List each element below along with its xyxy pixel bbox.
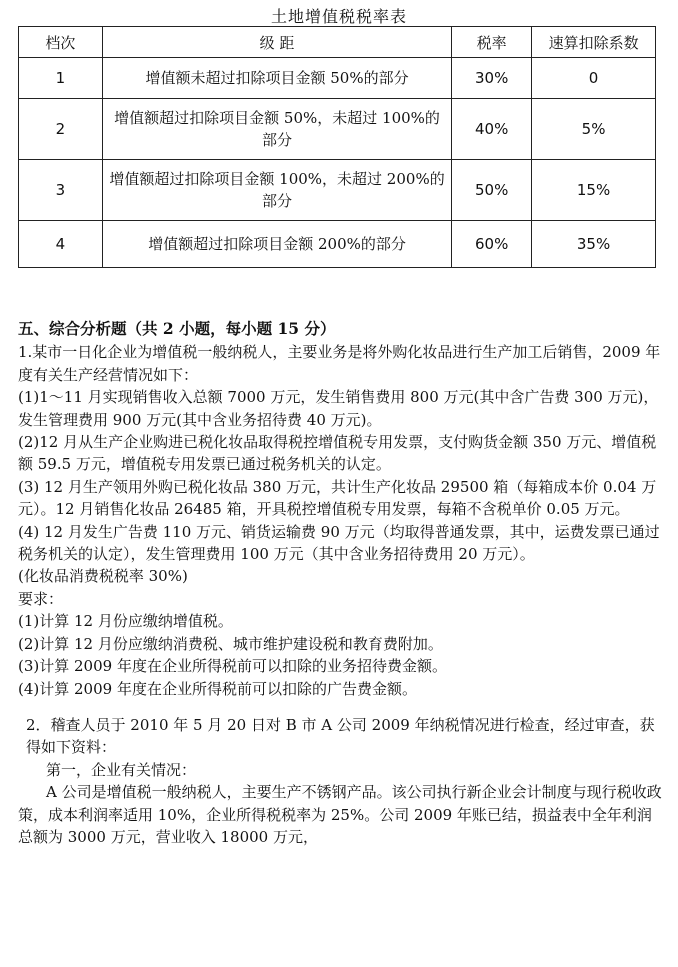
cell-range: 增值额超过扣除项目金额 100%，未超过 200%的部分 (102, 160, 451, 221)
cell-deduction: 5% (532, 99, 656, 160)
q1-intro: 1.某市一日化企业为增值税一般纳税人，主要业务是将外购化妆品进行生产加工后销售，2009 年度有关生产经营情况如下： (18, 343, 661, 384)
cell-range: 增值额未超过扣除项目金额 50%的部分 (102, 58, 451, 99)
cell-grade: 4 (19, 221, 103, 268)
requirement-item: (3)计算 2009 年度在企业所得税前可以扣除的业务招待费金额。 (18, 657, 447, 676)
q1-item: (3) 12 月生产领用外购已税化妆品 380 万元，共计生产化妆品 29500 箱（每箱成本价 0.04 万元）。12 月销售化妆品 26485 箱，开具税控增值税专用发票，每箱不含税单价 0.05 万元。 (18, 477, 657, 519)
cell-deduction: 35% (532, 221, 656, 268)
table-header-row (19, 27, 656, 58)
q1-item: (4) 12 月发生广告费 110 万元、销货运输费 90 万元（均取得普通发票，其中，运费发票已通过税务机关的认定），发生管理费用 100 万元（其中含业务招待费用 20 万元）。 (18, 522, 660, 564)
cell-grade: 1 (19, 58, 103, 99)
requirement-label: 要求： (18, 589, 64, 608)
table-row (19, 99, 656, 160)
cell-rate: 50% (452, 160, 532, 221)
table-row (19, 160, 656, 221)
q1-item: (2)12 月从生产企业购进已税化妆品取得税控增值税专用发票，支付购货金额 350 万元、增值税额 59.5 万元，增值税专用发票已通过税务机关的认定。 (18, 433, 657, 474)
table-row (19, 221, 656, 268)
paragraph-gap (18, 700, 664, 714)
cell-deduction: 15% (532, 160, 656, 221)
table-title: 土地增值税税率表 (270, 7, 407, 26)
header-deduction: 速算扣除系数 (532, 27, 656, 58)
cell-deduction: 0 (532, 58, 656, 99)
table-row (19, 58, 656, 99)
cell-range: 增值额超过扣除项目金额 200%的部分 (102, 221, 451, 268)
cell-range: 增值额超过扣除项目金额 50%，未超过 100%的部分 (102, 99, 451, 160)
q2-description: A 公司是增值税一般纳税人，主要生产不锈钢产品。该公司执行新企业会计制度与现行税收政策，成本利润率适用 10%，企业所得税税率为 25%。公司 2009 年账已结，损益表中全年利润总额为 3000 万元，营业收入 18000 万元， (18, 783, 662, 846)
q1-item: (化妆品消费税税率 30%) (18, 567, 188, 586)
section-heading: 五、综合分析题（共 2 小题，每小题 15 分） (18, 319, 336, 338)
header-range: 级 距 (102, 27, 451, 58)
exam-section (18, 318, 664, 848)
header-rate: 税率 (452, 27, 532, 58)
q2-intro: 2．稽查人员于 2010 年 5 月 20 日对 B 市 A 公司 2009 年纳税情况进行检查，经过审查，获得如下资料： (26, 715, 655, 757)
cell-rate: 60% (452, 221, 532, 268)
cell-rate: 30% (452, 58, 532, 99)
requirement-item: (2)计算 12 月份应缴纳消费税、城市维护建设税和教育费附加。 (18, 634, 443, 653)
q2-part-heading: 第一，企业有关情况： (46, 760, 197, 779)
cell-rate: 40% (452, 99, 532, 160)
cell-grade: 3 (19, 160, 103, 221)
q1-item: (1)1～11 月实现销售收入总额 7000 万元，发生销售费用 800 万元(其中含广告费 300 万元)，发生管理费用 900 万元(其中含业务招待费 40 万元)。 (18, 388, 659, 429)
requirement-item: (1)计算 12 月份应缴纳增值税。 (18, 612, 233, 631)
tax-rate-table (18, 26, 656, 268)
header-grade: 档次 (19, 27, 103, 58)
requirement-item: (4)计算 2009 年度在企业所得税前可以扣除的广告费金额。 (18, 679, 417, 698)
cell-grade: 2 (19, 99, 103, 160)
